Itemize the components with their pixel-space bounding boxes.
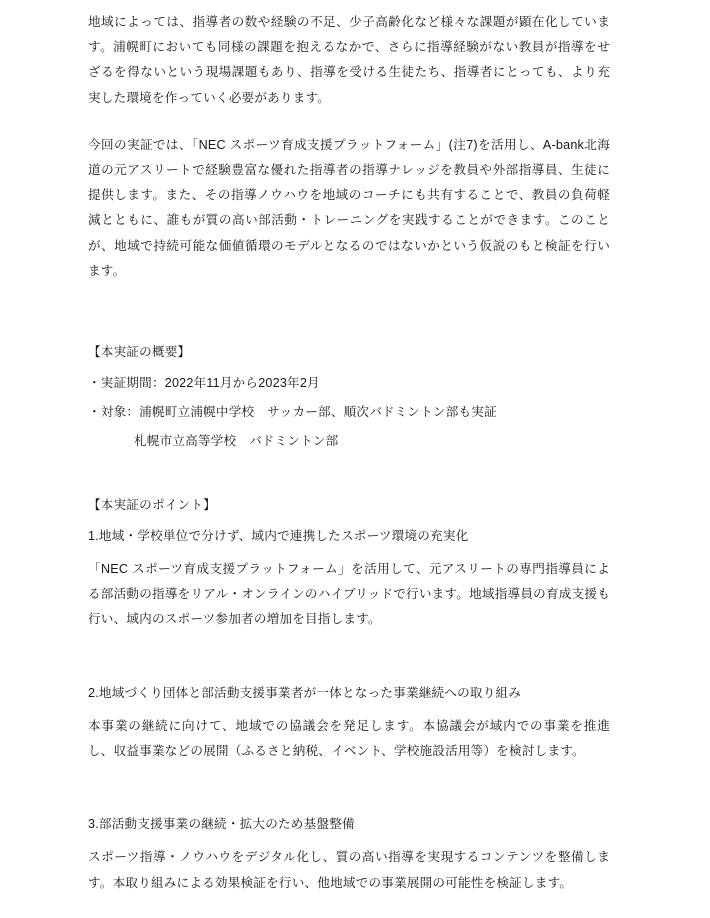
overview-heading: 【本実証の概要】 (88, 344, 191, 359)
overview-item-target-secondary: 札幌市立高等学校 バドミントン部 (134, 434, 339, 449)
section-spacer-1 (88, 306, 610, 340)
point-2-title: 2.地域づくり団体と部活動支援事業者が一体となった事業継続への取り組み (88, 685, 522, 700)
section-spacer-3 (88, 655, 610, 681)
overview-item-period: ・実証期間：2022年11月から2023年2月 (88, 376, 320, 391)
points-heading: 【本実証のポイント】 (88, 497, 216, 512)
overview-item-target: ・対象：浦幌町立浦幌中学校 サッカー部、順次バドミントン部も実証 (88, 405, 497, 420)
document-content (88, 0, 610, 918)
paragraph-intro: 地域によっては、指導者の数や経験の不足、少子高齢化など様々な課題が顕在化しています。浦幌町においても同様の課題を抱えるなかで、さらに指導経験がない教員が指導をせざるを得ないという現場課題もあり、指導を受ける生徒たち、指導者にとっても、より充実した環境を作っていく必要があります。 (88, 15, 610, 105)
paragraph-demonstration: 今回の実証では、「NEC スポーツ育成支援プラットフォーム」(注7)を活用し、A-bank北海道の元アスリートで経験豊富な優れた指導者の指導ナレッジを教員や外部指導員、生徒に提供します。また、その指導ノウハウを地域のコーチにも共有することで、教員の負荷軽減とともに、誰もが質の高い部活動・トレーニングを実践することができます。このことが、地域で持続可能な価値循環のモデルとなるのではないかという仮説のもと検証を行います。 (88, 137, 610, 278)
page-left-margin (0, 0, 88, 806)
point-3-body: スポーツ指導・ノウハウをデジタル化し、質の高い指導を実現するコンテンツを整備します。本取り組みによる効果検証を行い、他地域での事業展開の可能性を検証します。 (88, 850, 610, 890)
section-spacer-2 (88, 459, 610, 493)
page-right-margin (610, 0, 710, 806)
section-spacer-4 (88, 786, 610, 812)
point-1-body: 「NEC スポーツ育成支援プラットフォーム」を活用して、元アスリートの専門指導員による部活動の指導をリアル・オンラインのハイブリッドで行います。地域指導員の育成支援も行い、域内のスポーツ参加者の増加を目指します。 (88, 562, 610, 627)
point-2-body: 本事業の継続に向けて、地域での協議会を発足します。本協議会が域内での事業を推進し、収益事業などの展開（ふるさと納税、イベント、学校施設活用等）を検討します。 (88, 718, 610, 758)
point-1-title: 1.地域・学校単位で分けず、域内で連携したスポーツ環境の充実化 (88, 528, 469, 543)
point-3-title: 3.部活動支援事業の継続・拡大のため基盤整備 (88, 817, 355, 832)
